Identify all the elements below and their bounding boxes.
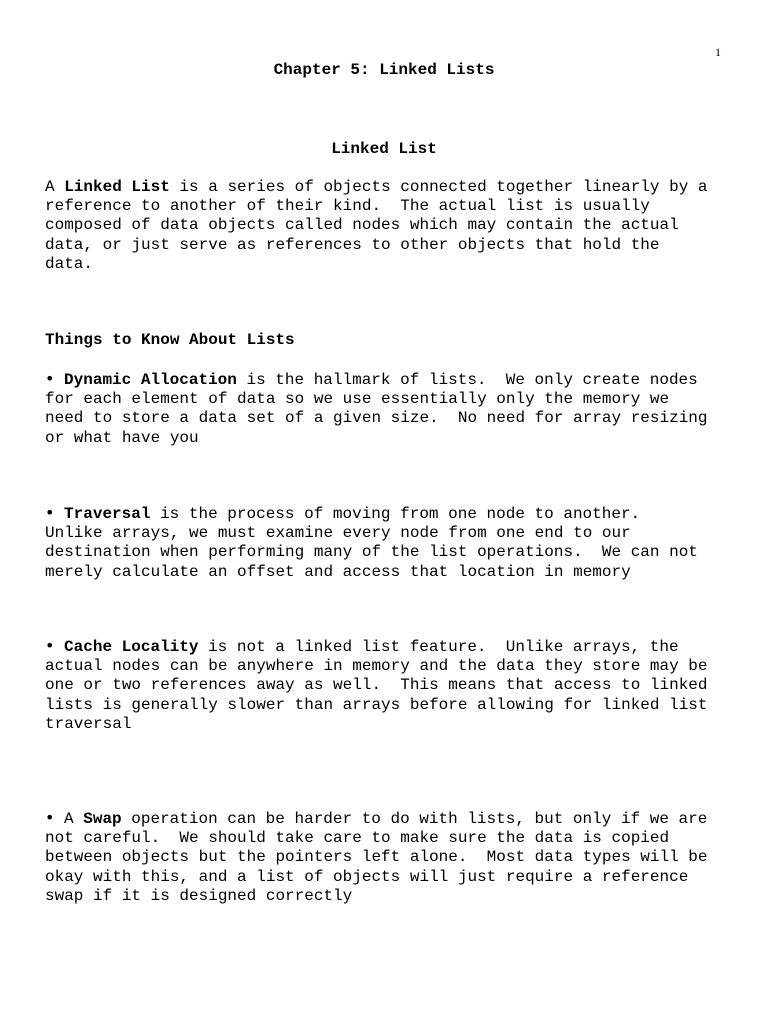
bullet-marker: • [45,369,55,388]
intro-paragraph [45,178,735,274]
bullet-line-5: traversal [45,714,132,733]
bullet-swap [45,808,735,906]
bullet-line-3: one or two references away as well. This means that access to linked [45,676,708,695]
bullet-line-4: or what have you [45,428,199,447]
intro-lead: A [45,178,65,196]
intro-line-1: is a series of objects connected together linearly by a [169,178,708,196]
bullet-line-4: lists is generally slower than arrays before allowing for linked list [45,695,708,714]
intro-line-5: data. [45,254,94,273]
bullet-lead [54,638,64,656]
bullet-marker: • [45,503,55,522]
intro-term: Linked List [64,178,170,196]
things-heading: Things to Know About Lists [45,331,295,349]
bullet-term: Cache Locality [64,638,199,656]
bullet-lead [54,371,64,389]
chapter-title: Chapter 5: Linked Lists [273,61,495,79]
bullet-line-4: okay with this, and a list of objects will just require a reference [45,867,689,886]
bullet-line-3: need to store a data set of a given size. No need for array resizing [45,409,708,428]
bullet-line-2: not careful. We should take care to make sure the data is copied [45,829,670,848]
bullet-line-2: actual nodes can be anywhere in memory and the data they store may be [45,657,708,676]
bullet-cache-locality [45,636,735,734]
bullet-term: Dynamic Allocation [64,371,237,389]
bullet-marker: • [45,636,55,655]
bullet-line-3: between objects but the pointers left alone. Most data types will be [45,848,708,867]
bullet-line-2: for each element of data so we use essentially only the memory we [45,390,670,409]
bullet-lead [54,505,64,523]
bullet-line-1: is not a linked list feature. Unlike arrays, the [198,638,679,656]
bullet-line-3: destination when performing many of the list operations. We can not [45,543,698,562]
bullet-lead: A [54,810,84,828]
intro-line-2: reference to another of their kind. The actual list is usually [45,197,650,216]
bullet-line-2: Unlike arrays, we must examine every node from one end to our [45,524,631,543]
bullet-line-1: is the hallmark of lists. We only create nodes [236,371,698,389]
bullet-line-1: operation can be harder to do with lists, but only if we are [121,810,708,828]
page-number: 1 [715,45,721,59]
bullet-traversal [45,503,735,582]
bullet-term: Swap [83,810,122,828]
intro-line-3: composed of data objects called nodes which may contain the actual [45,216,679,235]
bullet-line-5: swap if it is designed correctly [45,886,353,905]
bullet-line-4: merely calculate an offset and access that location in memory [45,562,631,581]
bullet-marker: • [45,808,55,827]
section-title: Linked List [331,140,437,158]
bullet-term: Traversal [64,505,151,523]
bullet-line-1: is the process of moving from one node to another. [150,505,641,523]
intro-line-4: data, or just serve as references to other objects that hold the [45,235,660,254]
bullet-dynamic-allocation [45,369,735,448]
